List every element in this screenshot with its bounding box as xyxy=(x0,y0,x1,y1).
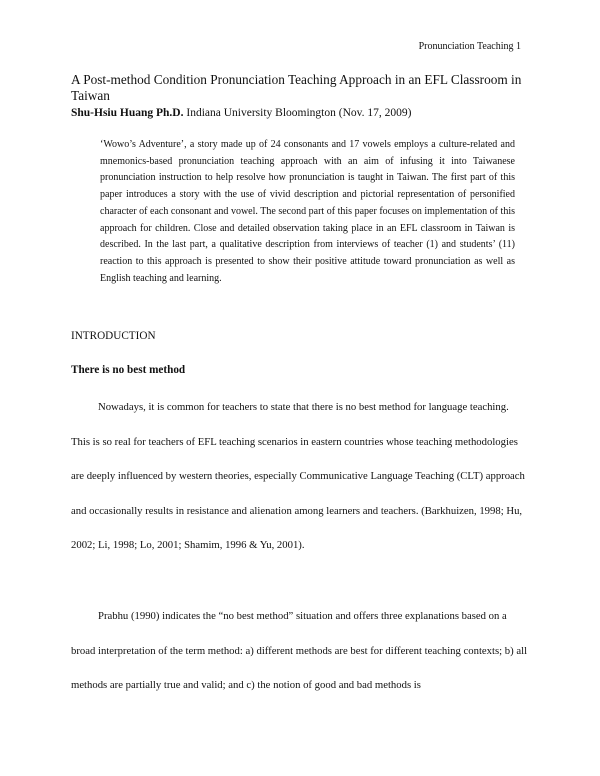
author-name: Shu-Hsiu Huang Ph.D. xyxy=(71,107,184,119)
author-affiliation: Indiana University Bloomington (Nov. 17, 2009) xyxy=(183,107,412,119)
sub-heading: There is no best method xyxy=(71,364,186,376)
abstract: ‘Wowo’s Adventure’, a story made up of 24 consonants and 17 vowels employs a culture-related and mnemonics-based pronunciation teaching approach with an aim of infusing it into Taiwanese pronunciation instruction to help resolve how pronunciation is taught in Taiwan. The first part of this paper introduces a story with the use of vivid description and pictorial representation of personified character of each consonant and vowel. The second part of this paper focuses on implementation of this approach for children. Close and detailed observation taking place in an EFL classroom in Taiwan is described. In the last part, a qualitative description from interviews of teacher (1) and students’ (11) reaction to this approach is presented to show their positive attitude toward pronunciation as well as English teaching and learning. xyxy=(100,139,515,284)
paper-title: A Post-method Condition Pronunciation Teaching Approach in an EFL Classroom in Taiwan xyxy=(71,72,522,103)
running-head: Pronunciation Teaching 1 xyxy=(418,41,521,52)
body-paragraph: Nowadays, it is common for teachers to state that there is no best method for language teaching. This is so real for teachers of EFL teaching scenarios in eastern countries whose teaching methodologies are deeply influenced by western theories, especially Communicative Language Teaching (CLT) approach and occasionally results in resistance and alienation among learners and teachers. (Barkhuizen, 1998; Hu, 2002; Li, 1998; Lo, 2001; Shamim, 1996 & Yu, 2001). xyxy=(71,401,525,552)
byline xyxy=(71,106,531,120)
body-paragraph: Prabhu (1990) indicates the “no best method” situation and offers three explanations based on a broad interpretation of the term method: a) different methods are best for different teaching contexts; b) all methods are partially true and valid; and c) the notion of good and bad methods is xyxy=(71,610,528,692)
section-heading: INTRODUCTION xyxy=(71,330,156,342)
